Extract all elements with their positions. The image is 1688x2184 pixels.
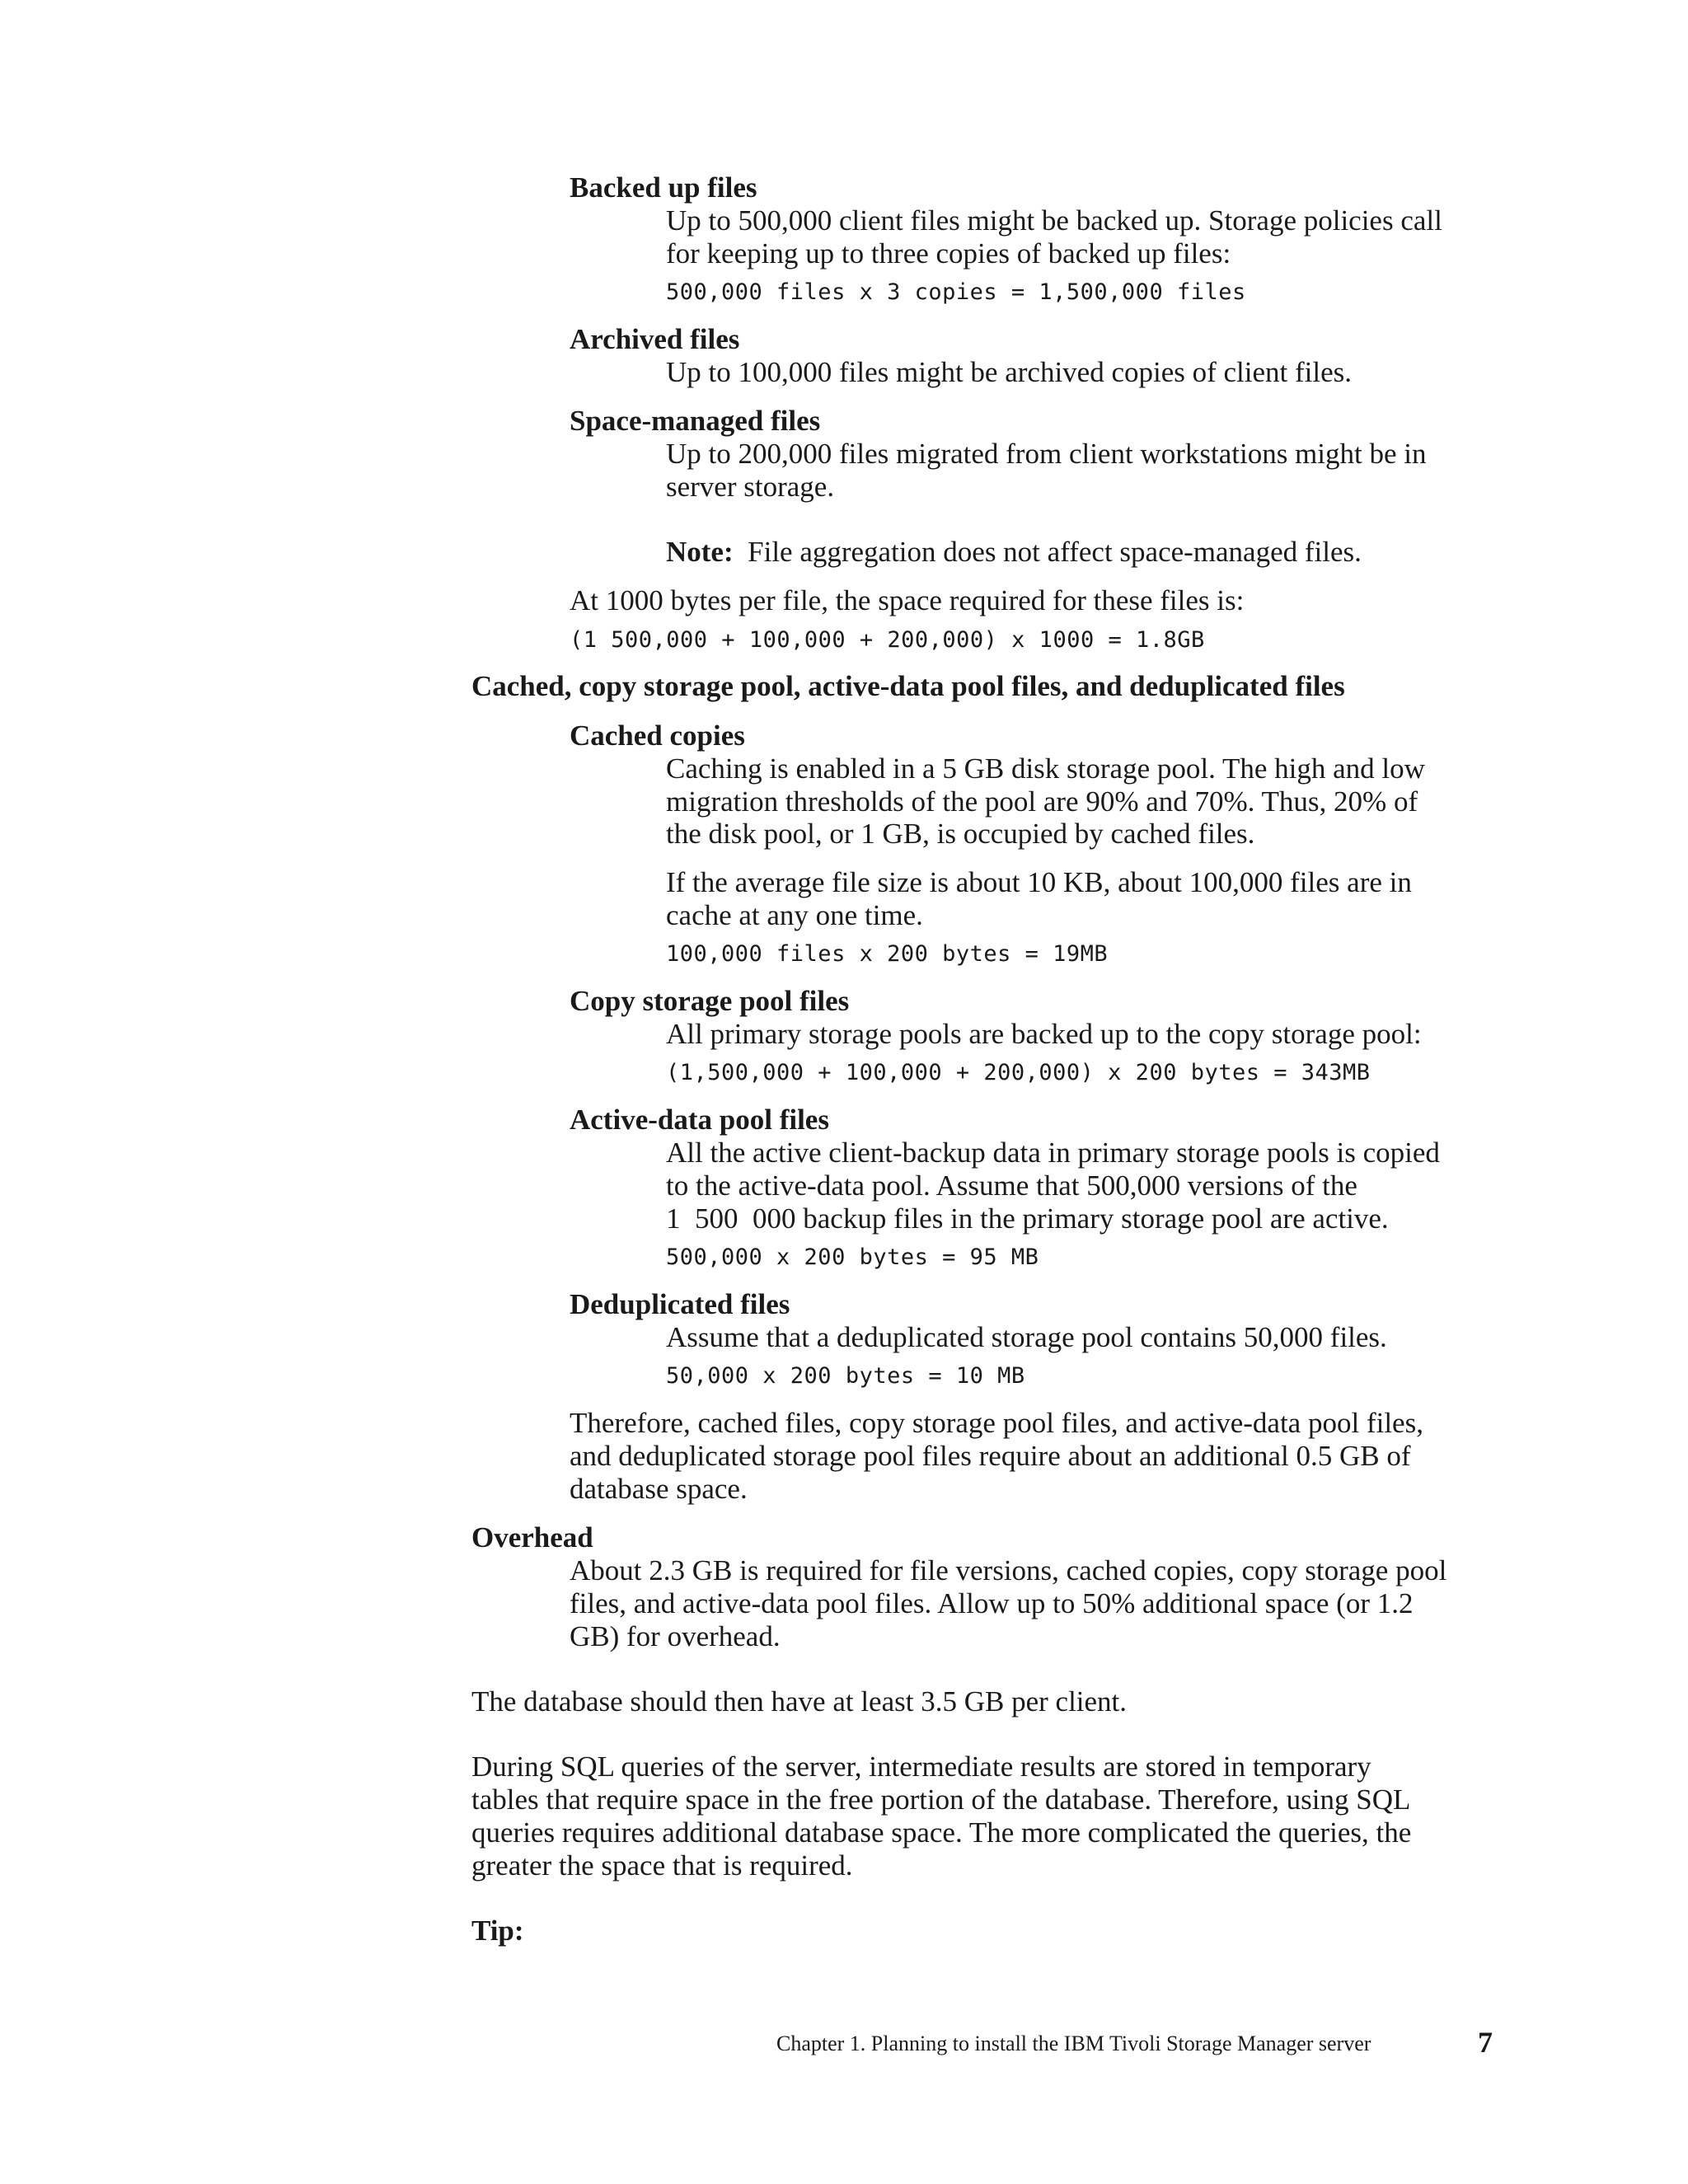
overhead-line-2: files, and active-data pool files. Allow up to 50% additional space (or 1.2 [570, 1587, 1414, 1619]
space-managed-line-1: Up to 200,000 files migrated from client workstations might be in [666, 438, 1427, 470]
therefore-line-2: and deduplicated storage pool files require about an additional 0.5 GB of [570, 1440, 1411, 1472]
space-managed-heading: Space-managed files [570, 405, 821, 437]
overhead-heading: Overhead [471, 1521, 593, 1554]
copy-pool-heading: Copy storage pool files [570, 985, 850, 1017]
space-required-text: At 1000 bytes per file, the space required for these files is: [570, 584, 1245, 616]
note-text: File aggregation does not affect space-managed files. [748, 536, 1362, 568]
cached-copies-line-5: cache at any one time. [666, 899, 923, 931]
footer-chapter: Chapter 1. Planning to install the IBM Tivoli Storage Manager server [776, 2032, 1372, 2055]
dedup-heading: Deduplicated files [570, 1288, 790, 1320]
space-managed-line-2: server storage. [666, 471, 835, 503]
archived-line-1: Up to 100,000 files might be archived copies of client files. [666, 356, 1353, 388]
cached-copies-line-1: Caching is enabled in a 5 GB disk storage pool. The high and low [666, 752, 1425, 785]
overhead-line-3: GB) for overhead. [570, 1620, 781, 1652]
dedup-line-1: Assume that a deduplicated storage pool contains 50,000 files. [666, 1321, 1387, 1353]
overhead-line-1: About 2.3 GB is required for file versions, cached copies, copy storage pool [570, 1554, 1447, 1586]
active-data-heading: Active-data pool files [570, 1104, 829, 1136]
tip-label: Tip: [471, 1915, 524, 1947]
backed-up-line-2: for keeping up to three copies of backed up files: [666, 237, 1231, 269]
active-data-line-2: to the active-data pool. Assume that 500,000 versions of the [666, 1169, 1357, 1202]
cached-copies-heading: Cached copies [570, 719, 745, 752]
sql-line-3: queries requires additional database space. The more complicated the queries, the [471, 1816, 1412, 1849]
space-managed-note [666, 536, 1362, 569]
cached-copies-line-3: the disk pool, or 1 GB, is occupied by cached files. [666, 818, 1255, 850]
cached-copies-line-4: If the average file size is about 10 KB, about 100,000 files are in [666, 866, 1412, 898]
cached-copies-code: 100,000 files x 200 bytes = 19MB [666, 941, 1109, 967]
archived-files-heading: Archived files [570, 323, 740, 355]
copy-pool-code: (1,500,000 + 100,000 + 200,000) x 200 bytes = 343MB [666, 1060, 1371, 1085]
backed-up-line-1: Up to 500,000 client files might be backed up. Storage policies call [666, 204, 1442, 237]
active-data-line-1: All the active client-backup data in primary storage pools is copied [666, 1137, 1440, 1169]
active-data-line-3: 1 500 000 backup files in the primary storage pool are active. [666, 1202, 1389, 1235]
note-label: Note: [666, 536, 734, 568]
active-data-code: 500,000 x 200 bytes = 95 MB [666, 1244, 1039, 1270]
dedup-code: 50,000 x 200 bytes = 10 MB [666, 1363, 1025, 1389]
sql-line-1: During SQL queries of the server, intermediate results are stored in temporary [471, 1750, 1372, 1783]
sql-line-2: tables that require space in the free portion of the database. Therefore, using SQL [471, 1783, 1411, 1816]
copy-pool-line-1: All primary storage pools are backed up to the copy storage pool: [666, 1018, 1422, 1050]
page-number: 7 [1478, 2026, 1493, 2059]
cached-copies-line-2: migration thresholds of the pool are 90% and 70%. Thus, 20% of [666, 785, 1418, 818]
sql-line-4: greater the space that is required. [471, 1849, 853, 1882]
db-should-text: The database should then have at least 3.5 GB per client. [471, 1685, 1128, 1718]
therefore-line-1: Therefore, cached files, copy storage pool files, and active-data pool files, [570, 1407, 1423, 1439]
backed-up-files-heading: Backed up files [570, 171, 757, 204]
therefore-line-3: database space. [570, 1473, 748, 1505]
cached-section-heading: Cached, copy storage pool, active-data pool files, and deduplicated files [471, 670, 1345, 702]
backed-up-code: 500,000 files x 3 copies = 1,500,000 files [666, 279, 1246, 305]
space-required-code: (1 500,000 + 100,000 + 200,000) x 1000 = 1.8GB [570, 627, 1205, 653]
